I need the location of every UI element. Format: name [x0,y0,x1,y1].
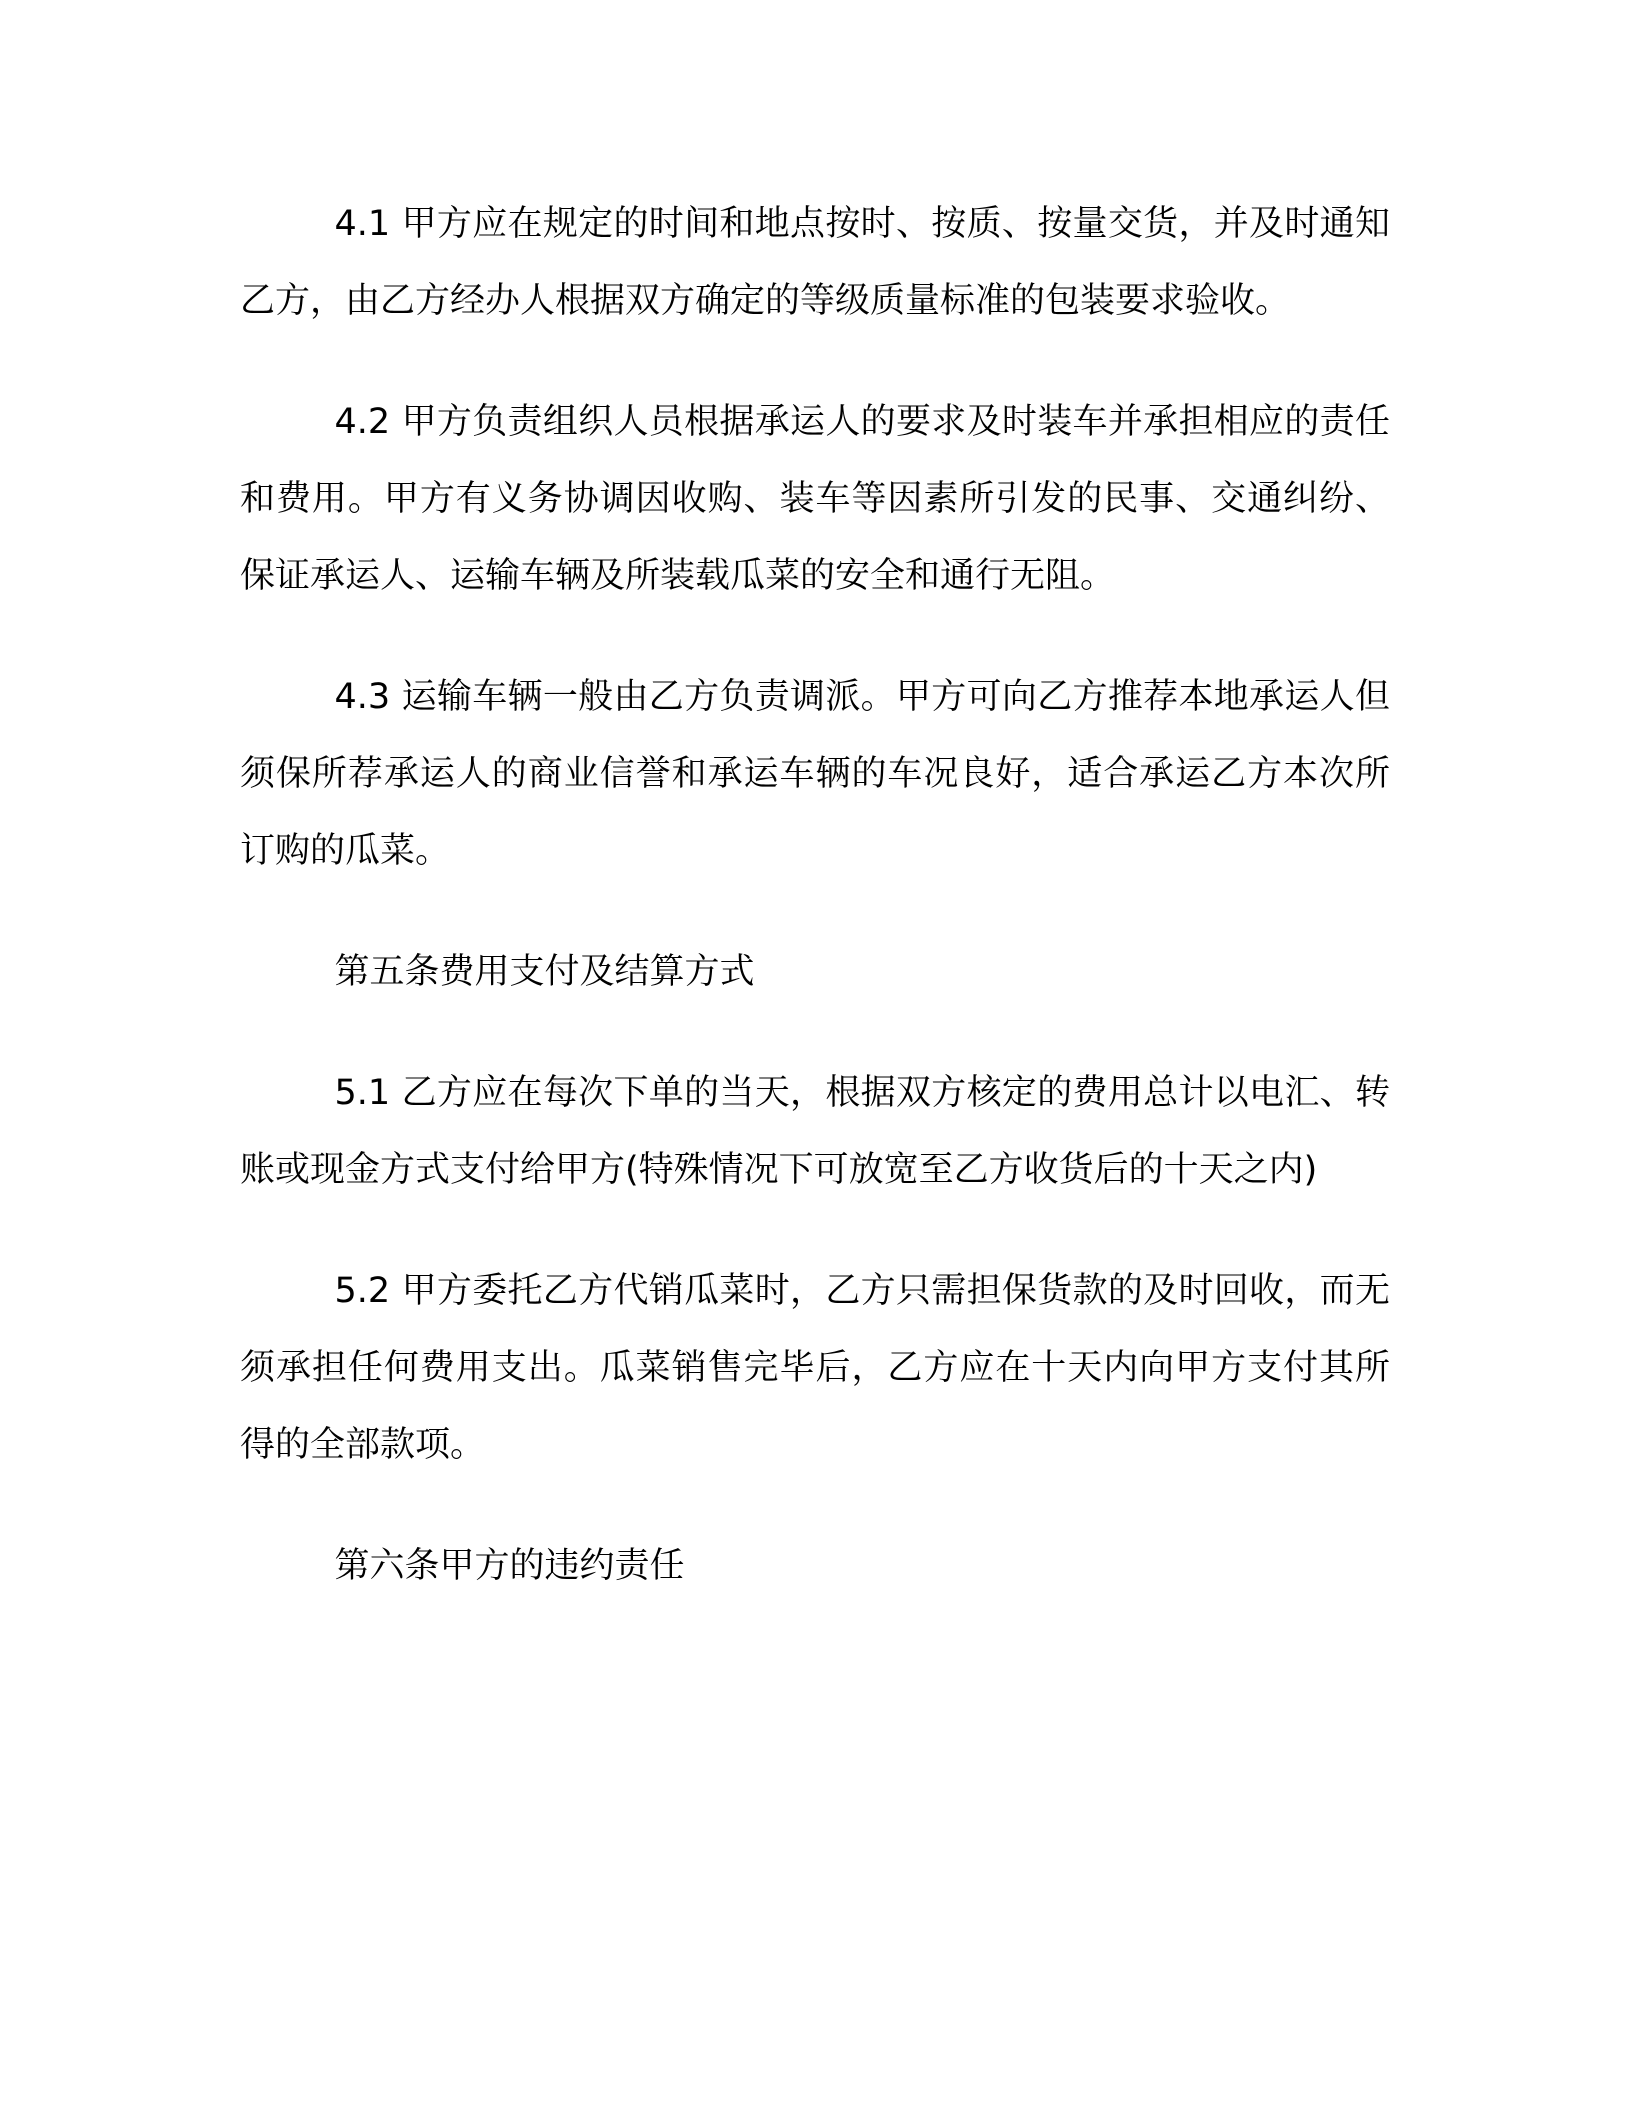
document-body [240,186,1390,1649]
clause-5-2: 5.2 甲方委托乙方代销瓜菜时，乙方只需担保货款的及时回收，而无须承担任何费用支出。瓜菜销售完毕后，乙方应在十天内向甲方支付其所得的全部款项。 [240,1271,1390,1465]
article-5-heading: 第五条费用支付及结算方式 [334,952,755,992]
article-6-heading: 第六条甲方的违约责任 [334,1546,685,1586]
clause-5-1: 5.1 乙方应在每次下单的当天，根据双方核定的费用总计以电汇、转账或现金方式支付给甲方(特殊情况下可放宽至乙方收货后的十天之内) [240,1073,1390,1190]
clause-4-3: 4.3 运输车辆一般由乙方负责调派。甲方可向乙方推荐本地承运人但须保所荐承运人的商业信誉和承运车辆的车况良好，适合承运乙方本次所订购的瓜菜。 [240,677,1390,871]
clause-4-1: 4.1 甲方应在规定的时间和地点按时、按质、按量交货，并及时通知乙方，由乙方经办人根据双方确定的等级质量标准的包装要求验收。 [240,204,1390,321]
clause-4-2: 4.2 甲方负责组织人员根据承运人的要求及时装车并承担相应的责任和费用。甲方有义务协调因收购、装车等因素所引发的民事、交通纠纷、保证承运人、运输车辆及所装载瓜菜的安全和通行无阻。 [240,402,1390,596]
